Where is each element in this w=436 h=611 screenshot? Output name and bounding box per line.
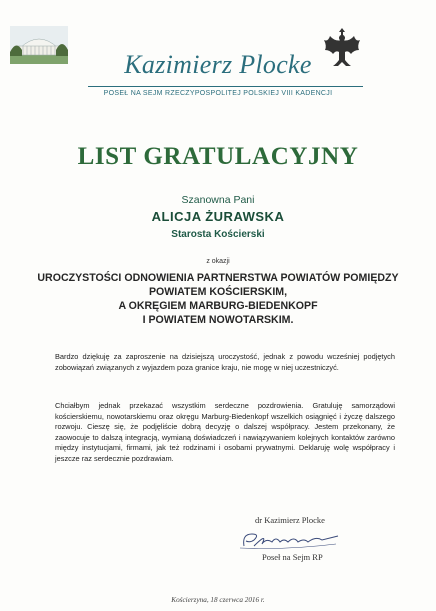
occasion-line: POWIATEM KOŚCIERSKIM, — [148, 286, 288, 298]
occasion-text — [20, 271, 416, 327]
handwritten-signature — [238, 528, 343, 552]
place-and-date: Kościerzyna, 18 czerwca 2016 r. — [171, 596, 265, 604]
body-paragraph-1: Bardzo dziękuję za zaproszenie na dzisiejszą uroczystość, jednak z powodu wcześniej podjętych zobowiązań związanych z wyjazdem poza granice kraju, nie mogę w niej uczestniczyć. — [55, 352, 395, 372]
recipient-name: ALICJA ŻURAWSKA — [151, 209, 285, 224]
occasion-intro: z okazji — [206, 258, 230, 265]
body-paragraph-2: Chciałbym jednak przekazać wszystkim serdeczne pozdrowienia. Gratuluję samorządowi kościerskiemu, nowotarskiemu oraz okręgu Marburg-Biedenkopf wszelkich osiągnięć i życzę dalszego rozwoju. Cieszę się, że podjęliście dobrą decyzję o dalszej współpracy. Jestem przekonany, że zaowocuje to dalszą integracją, wymianą doświadczeń i nawiązywaniem kolejnych kontaktów zarówno między instytucjami, firmami, jak też rodzinami i osobami prywatnymi. Deklaruję wolę współpracy i jeszcze raz serdecznie pozdrawiam. — [55, 401, 395, 463]
occasion-line: I POWIATEM NOWOTARSKIM. — [142, 314, 294, 326]
recipient-greeting: Szanowna Pani — [181, 194, 255, 206]
signature-role: Poseł na Sejm RP — [262, 552, 323, 562]
header-name: Kazimierz Plocke — [124, 50, 312, 79]
occasion-line: A OKRĘGIEM MARBURG-BIEDENKOPF — [118, 300, 318, 312]
recipient-role: Starosta Kościerski — [171, 229, 265, 240]
header-subtitle: POSEŁ NA SEJM RZECZYPOSPOLITEJ POLSKIEJ VIII KADENCJI — [103, 90, 333, 97]
occasion-line: UROCZYSTOŚCI ODNOWIENIA PARTNERSTWA POWIATÓW POMIĘDZY — [37, 272, 399, 284]
signature-name: dr Kazimierz Plocke — [255, 515, 325, 525]
letter-title: LIST GRATULACYJNY — [77, 143, 359, 170]
header-divider — [88, 86, 363, 87]
